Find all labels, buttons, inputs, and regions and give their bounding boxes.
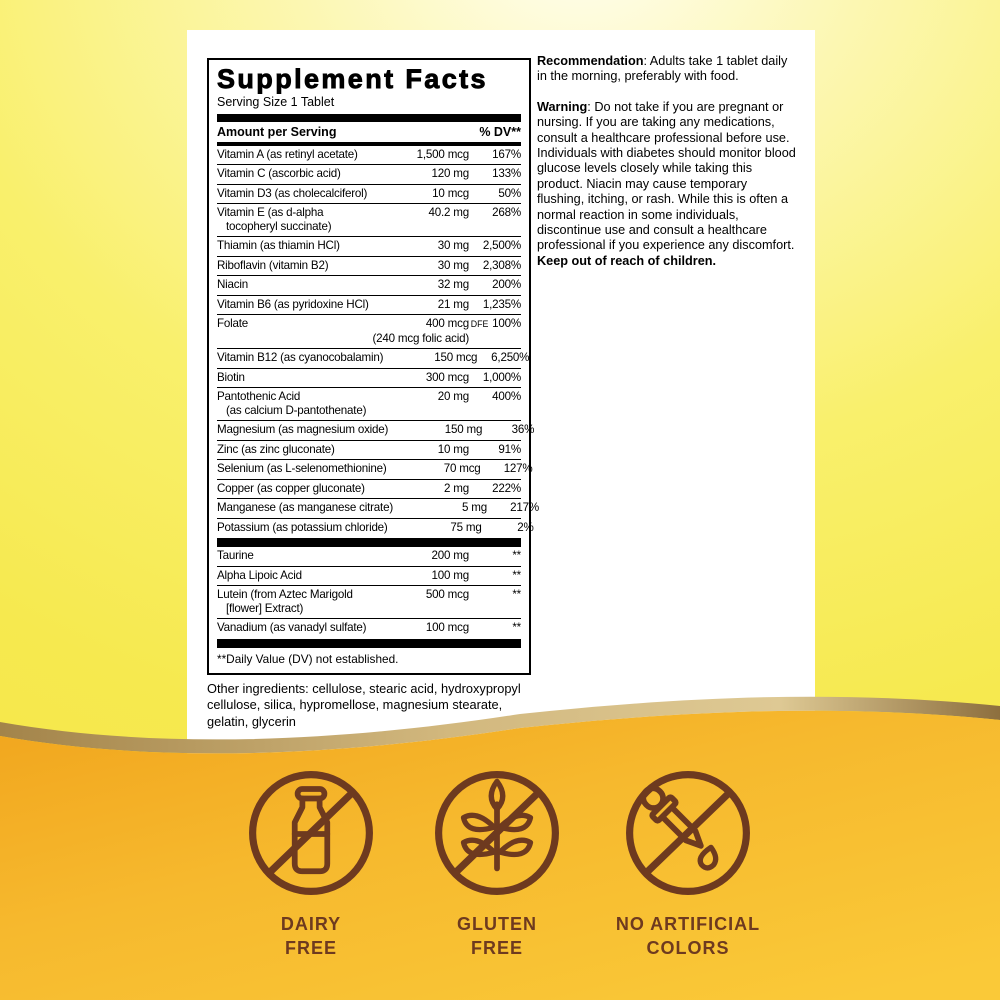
table-row: Vitamin B12 (as cyanocobalamin) 150 mcg 6,250%	[217, 348, 521, 368]
table-row: Vanadium (as vanadyl sulfate) 100 mcg **	[217, 618, 521, 638]
table-row: Lutein (from Aztec Marigold 500 mcg ** [flower] Extract)	[217, 585, 521, 618]
divider-bar	[217, 114, 521, 122]
table-row: Taurine 200 mg **	[217, 549, 521, 562]
amount-per-serving-header: Amount per Serving	[217, 125, 337, 139]
warning-bold-tail: Keep out of reach of children.	[537, 253, 717, 268]
recommendation-body: : Adults take 1 tablet daily in the morning, preferably with food.	[537, 54, 788, 84]
warning-body: : Do not take if you are pregnant or nursing. If you are taking any medications, consult a healthcare professional before use. Individuals with diabetes should monitor blood glucose levels closely while taking this product. Niacin may cause temporary flushing, itching, or rash. While this is often a normal reaction in some individuals, discontinue use and consult a healthcare professional if you experience any discomfort.	[537, 99, 796, 253]
table-row: Alpha Lipoic Acid 100 mg **	[217, 566, 521, 586]
table-row: Manganese (as manganese citrate) 5 mg 217%	[217, 498, 521, 518]
table-row: Pantothenic Acid 20 mg 400% (as calcium D-pantothenate)	[217, 387, 521, 420]
table-row: Copper (as copper gluconate) 2 mg 222%	[217, 479, 521, 499]
supplement-facts-section	[207, 58, 539, 730]
table-row: Potassium (as potassium chloride) 75 mg 2%	[217, 518, 521, 538]
dv-header: % DV**	[479, 125, 521, 139]
recommendation-heading: Recommendation	[537, 54, 644, 68]
warning-paragraph	[537, 100, 797, 269]
recommendation-paragraph	[537, 54, 797, 85]
badge-label: GLUTEN FREE	[457, 914, 537, 958]
other-ingredients: Other ingredients: cellulose, stearic acid, hydroxypropyl cellulose, silica, hypromellose, magnesium stearate, gelatin, glycerin	[207, 680, 521, 729]
badge-gluten-free	[421, 766, 573, 960]
table-row: Zinc (as zinc gluconate) 10 mg 91%	[217, 440, 521, 460]
badge-no-artificial-colors	[588, 766, 788, 960]
table-row: Folate 400 mcg DFE 100% (240 mcg folic acid)	[217, 314, 521, 348]
table-row: Magnesium (as magnesium oxide) 150 mg 36%	[217, 420, 521, 440]
table-row: Vitamin C (ascorbic acid) 120 mg 133%	[217, 164, 521, 184]
serving-size: Serving Size 1 Tablet	[217, 95, 335, 109]
table-row: Niacin 32 mg 200%	[217, 275, 521, 295]
section-divider-bar	[217, 538, 521, 547]
supplement-facts-title: Supplement Facts	[217, 64, 488, 94]
supplement-facts-box	[207, 58, 539, 675]
dv-footnote: **Daily Value (DV) not established.	[217, 651, 399, 666]
table-row: Vitamin A (as retinyl acetate) 1,500 mcg 167%	[217, 147, 521, 161]
facts-rows	[217, 146, 539, 648]
warning-heading: Warning	[537, 99, 588, 114]
table-row: Riboflavin (vitamin B2) 30 mg 2,308%	[217, 256, 521, 276]
usage-column	[537, 54, 797, 284]
table-row: Vitamin B6 (as pyridoxine HCl) 21 mg 1,235%	[217, 295, 521, 315]
no-gluten-icon	[430, 766, 564, 900]
no-dairy-icon	[244, 766, 378, 900]
no-artificial-colors-icon	[621, 766, 755, 900]
table-row: Thiamin (as thiamin HCl) 30 mg 2,500%	[217, 236, 521, 256]
badge-label: NO ARTIFICIAL COLORS	[615, 914, 761, 958]
table-header	[217, 122, 521, 142]
badge-label: DAIRY FREE	[280, 914, 342, 958]
table-row: Vitamin D3 (as cholecalciferol) 10 mcg 50%	[217, 184, 521, 204]
table-row: Biotin 300 mcg 1,000%	[217, 368, 521, 388]
table-row: Vitamin E (as d-alpha 40.2 mg 268% tocopheryl succinate)	[217, 203, 521, 236]
badge-dairy-free	[235, 766, 387, 960]
table-row: Selenium (as L-selenomethionine) 70 mcg 127%	[217, 459, 521, 479]
